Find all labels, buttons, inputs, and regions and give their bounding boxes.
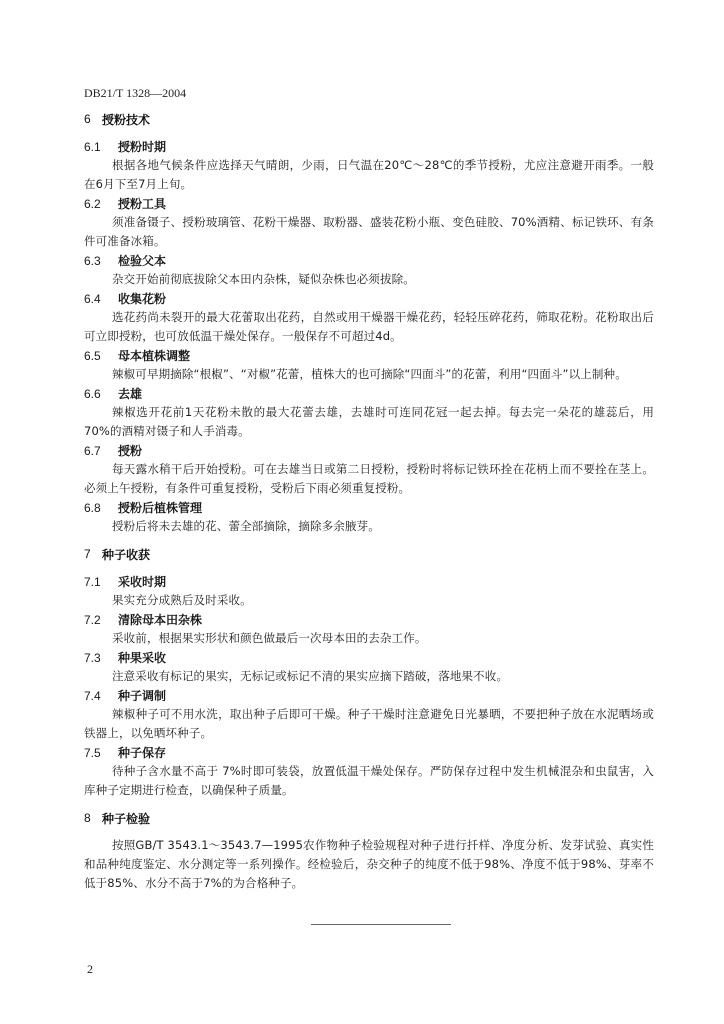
clause-heading [84, 384, 654, 403]
clause-text: 授粉后将未去雄的花、蕾全部摘除，摘除多余腋芽。 [112, 519, 380, 533]
clause-text: 每天露水稍干后开始授粉。可在去雄当日或第二日授粉，授粉时将标记铁环拴在花柄上而不要拴在茎上。必须上午授粉，有条件可重复授粉，受粉后下雨必须重复授粉。 [84, 462, 654, 495]
clause-heading [84, 441, 654, 460]
clause-title: 种子保存 [118, 746, 167, 760]
clause-heading [84, 743, 654, 762]
clause-heading [84, 137, 654, 156]
clause-number: 7.3 [84, 650, 101, 665]
clause-text: 根据各地气候条件应选择天气晴朗，少雨，日气温在20℃～28℃的季节授粉，尤应注意避开雨季。一般在6月下至7月上旬。 [84, 158, 654, 191]
document-body [84, 109, 654, 893]
clause-number: 7.5 [84, 745, 101, 760]
clause-heading [84, 251, 654, 270]
clause-number: 7.4 [84, 688, 101, 703]
section-heading [84, 808, 654, 828]
section-heading [84, 544, 654, 564]
clause-heading [84, 289, 654, 308]
clause-number: 6.7 [84, 443, 101, 458]
clause-title: 授粉 [118, 444, 143, 458]
clause-title: 授粉工具 [118, 197, 167, 211]
clause-title: 种果采收 [118, 651, 167, 665]
clause-number: 6.4 [84, 291, 101, 306]
clause-title: 检验父本 [118, 254, 167, 268]
clause-number: 7.1 [84, 574, 101, 589]
section-title: 授粉技术 [102, 112, 151, 127]
clause-title: 授粉后植株管理 [118, 501, 203, 515]
clause-title: 采收时期 [118, 575, 167, 589]
clause-number: 6.1 [84, 139, 101, 154]
clause-title: 授粉时期 [118, 140, 167, 154]
section-title: 种子检验 [102, 811, 151, 826]
clause-number: 7.2 [84, 612, 101, 627]
clause-number: 6.5 [84, 348, 101, 363]
clause-heading [84, 572, 654, 591]
clause-text: 注意采收有标记的果实，无标记或标记不清的果实应摘下踏破，落地果不收。 [112, 669, 509, 683]
clause-heading [84, 498, 654, 517]
section-number: 6 [84, 112, 91, 126]
clause-heading [84, 610, 654, 629]
clause-text: 杂交开始前彻底拔除父本田内杂株，疑似杂株也必须拔除。 [112, 272, 415, 286]
clause-title: 收集花粉 [118, 292, 167, 306]
clause-number: 6.3 [84, 253, 101, 268]
clause-heading [84, 648, 654, 667]
clause-number: 6.8 [84, 500, 101, 515]
section-title: 种子收获 [102, 547, 151, 562]
clause-text: 辣椒可早期摘除“根椒”、“对椒”花蕾，植株大的也可摘除“四面斗”的花蕾，利用“四面斗”以上制种。 [112, 367, 627, 381]
clause-heading [84, 346, 654, 365]
clause-heading [84, 194, 654, 213]
clause-text: 辣椒选开花前1天花粉未散的最大花蕾去雄，去雄时可连同花冠一起去掉。每去完一朵花的雄蕊后，用70%的酒精对镊子和人手消毒。 [84, 405, 654, 438]
clause-text: 须准备镊子、授粉玻璃管、花粉干燥器、取粉器、盛装花粉小瓶、变色硅胶、70%酒精、标记铁环、有条件可准备冰箱。 [84, 215, 654, 248]
clause-text: 待种子含水量不高于 7%时即可装袋，放置低温干燥处保存。严防保存过程中发生机械混杂和虫鼠害，入库种子定期进行检查，以确保种子质量。 [84, 764, 654, 797]
clause-text: 果实充分成熟后及时采收。 [112, 593, 252, 607]
clause-title: 母本植株调整 [118, 349, 191, 363]
clause-text: 辣椒种子可不用水洗，取出种子后即可干燥。种子干燥时注意避免日光暴晒，不要把种子放在水泥晒场或铁器上，以免晒坏种子。 [84, 707, 654, 740]
clause-text: 采收前，根据果实形状和颜色做最后一次母本田的去杂工作。 [112, 631, 427, 645]
clause-title: 清除母本田杂株 [118, 613, 203, 627]
clause-text: 选花药尚未裂开的最大花蕾取出花药，自然或用干燥器干燥花药，轻轻压碎花药，筛取花粉。花粉取出后可立即授粉，也可放低温干燥处保存。一般保存不可超过4d。 [84, 310, 654, 343]
section-number: 7 [84, 547, 91, 561]
page-number: 2 [87, 962, 93, 976]
clause-heading [84, 686, 654, 705]
section-heading [84, 109, 654, 129]
clause-title: 去雄 [118, 387, 143, 401]
clause-number: 6.2 [84, 196, 101, 211]
section-number: 8 [84, 811, 91, 825]
clause-title: 种子调制 [118, 689, 167, 703]
end-rule [311, 924, 451, 925]
section-text: 按照GB/T 3543.1～3543.7—1995农作物种子检验规程对种子进行扦样、净度分析、发芽试验、真实性和品种纯度鉴定、水分测定等一系列操作。经检验后，杂交种子的纯度不低于98%、净度不低于98%、芽率不低于85%、水分不高于7%的为合格种子。 [84, 838, 654, 890]
standard-code: DB21/T 1328—2004 [84, 86, 187, 100]
clause-number: 6.6 [84, 386, 101, 401]
